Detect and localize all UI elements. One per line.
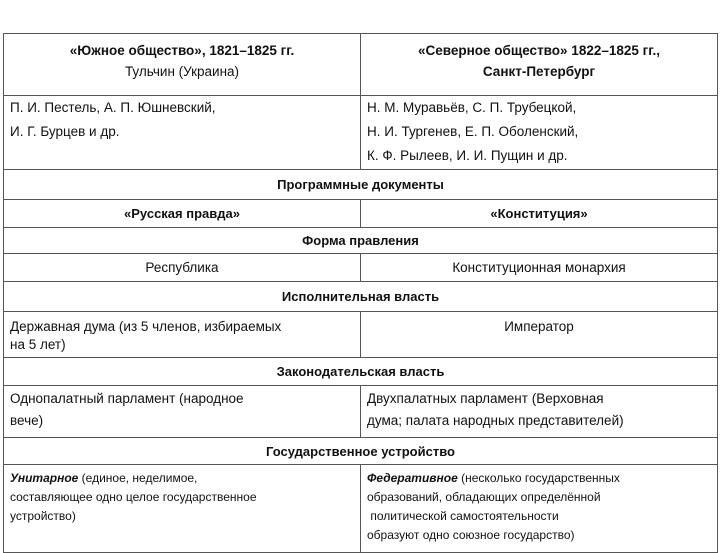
south-structure-line: составляющее одно целое государственное: [10, 490, 257, 504]
south-legislative-line: Однопалатный парламент (народное: [10, 391, 244, 406]
north-structure-line: (несколько государственных: [457, 471, 620, 485]
south-executive-line: на 5 лет): [10, 337, 66, 352]
north-executive: [361, 312, 718, 358]
north-members: [361, 96, 718, 170]
header-row: [4, 34, 718, 96]
north-program: «Конституция»: [361, 200, 718, 228]
south-society-header: [4, 34, 361, 96]
section-row-executive: [4, 282, 718, 312]
south-members: [4, 96, 361, 170]
north-society-title: «Северное общество» 1822–1825 гг.,: [417, 43, 661, 58]
south-program: «Русская правда»: [4, 200, 361, 228]
section-legislative: Законодательская власть: [4, 358, 718, 386]
north-members-line: Н. М. Муравьёв, С. П. Трубецкой,: [367, 100, 577, 115]
south-structure-line: устройство): [10, 509, 76, 523]
north-legislative: [361, 386, 718, 438]
north-members-line: Н. И. Тургенев, Е. П. Оболенский,: [367, 124, 579, 139]
south-members-line: П. И. Пестель, А. П. Юшневский,: [10, 100, 216, 115]
government-form-row: [4, 254, 718, 282]
north-government-form: Конституционная монархия: [361, 254, 718, 282]
section-row-program: [4, 170, 718, 200]
south-executive-line: Державная дума (из 5 членов, избираемых: [10, 319, 282, 334]
section-row-government-form: [4, 228, 718, 254]
north-society-place: Санкт-Петербург: [482, 64, 596, 79]
north-structure-term: Федеративное: [367, 471, 458, 485]
section-executive: Исполнительная власть: [4, 282, 718, 312]
north-society-header: [361, 34, 718, 96]
south-members-line: И. Г. Бурцев и др.: [10, 124, 120, 139]
legislative-row: [4, 386, 718, 438]
south-structure-term: Унитарное: [10, 471, 79, 485]
members-row: [4, 96, 718, 170]
south-government-form: Республика: [4, 254, 361, 282]
north-structure-line: образований, обладающих определённой: [367, 490, 601, 504]
south-legislative-line: вече): [10, 413, 44, 428]
south-society-place: Тульчин (Украина): [124, 64, 240, 79]
section-program: Программные документы: [4, 170, 718, 200]
north-members-line: К. Ф. Рылеев, И. И. Пущин и др.: [367, 148, 568, 163]
north-legislative-line: Двухпалатных парламент (Верховная: [367, 391, 604, 406]
section-government-form: Форма правления: [4, 228, 718, 254]
north-state-structure: [361, 465, 718, 553]
south-executive: [4, 312, 361, 358]
section-row-legislative: [4, 358, 718, 386]
south-society-title: «Южное общество», 1821–1825 гг.: [69, 43, 295, 58]
comparison-table: [3, 33, 718, 553]
north-legislative-line: дума; палата народных представителей): [367, 413, 624, 428]
north-executive-text: Император: [504, 319, 574, 334]
south-structure-line: (единое, неделимое,: [78, 471, 198, 485]
program-row: [4, 200, 718, 228]
section-row-state-structure: [4, 438, 718, 465]
south-legislative: [4, 386, 361, 438]
state-structure-row: [4, 465, 718, 553]
north-structure-line: образуют одно союзное государство): [367, 528, 575, 542]
north-structure-line: политической самостоятельности: [367, 509, 559, 523]
executive-row: [4, 312, 718, 358]
south-state-structure: [4, 465, 361, 553]
section-state-structure: Государственное устройство: [4, 438, 718, 465]
